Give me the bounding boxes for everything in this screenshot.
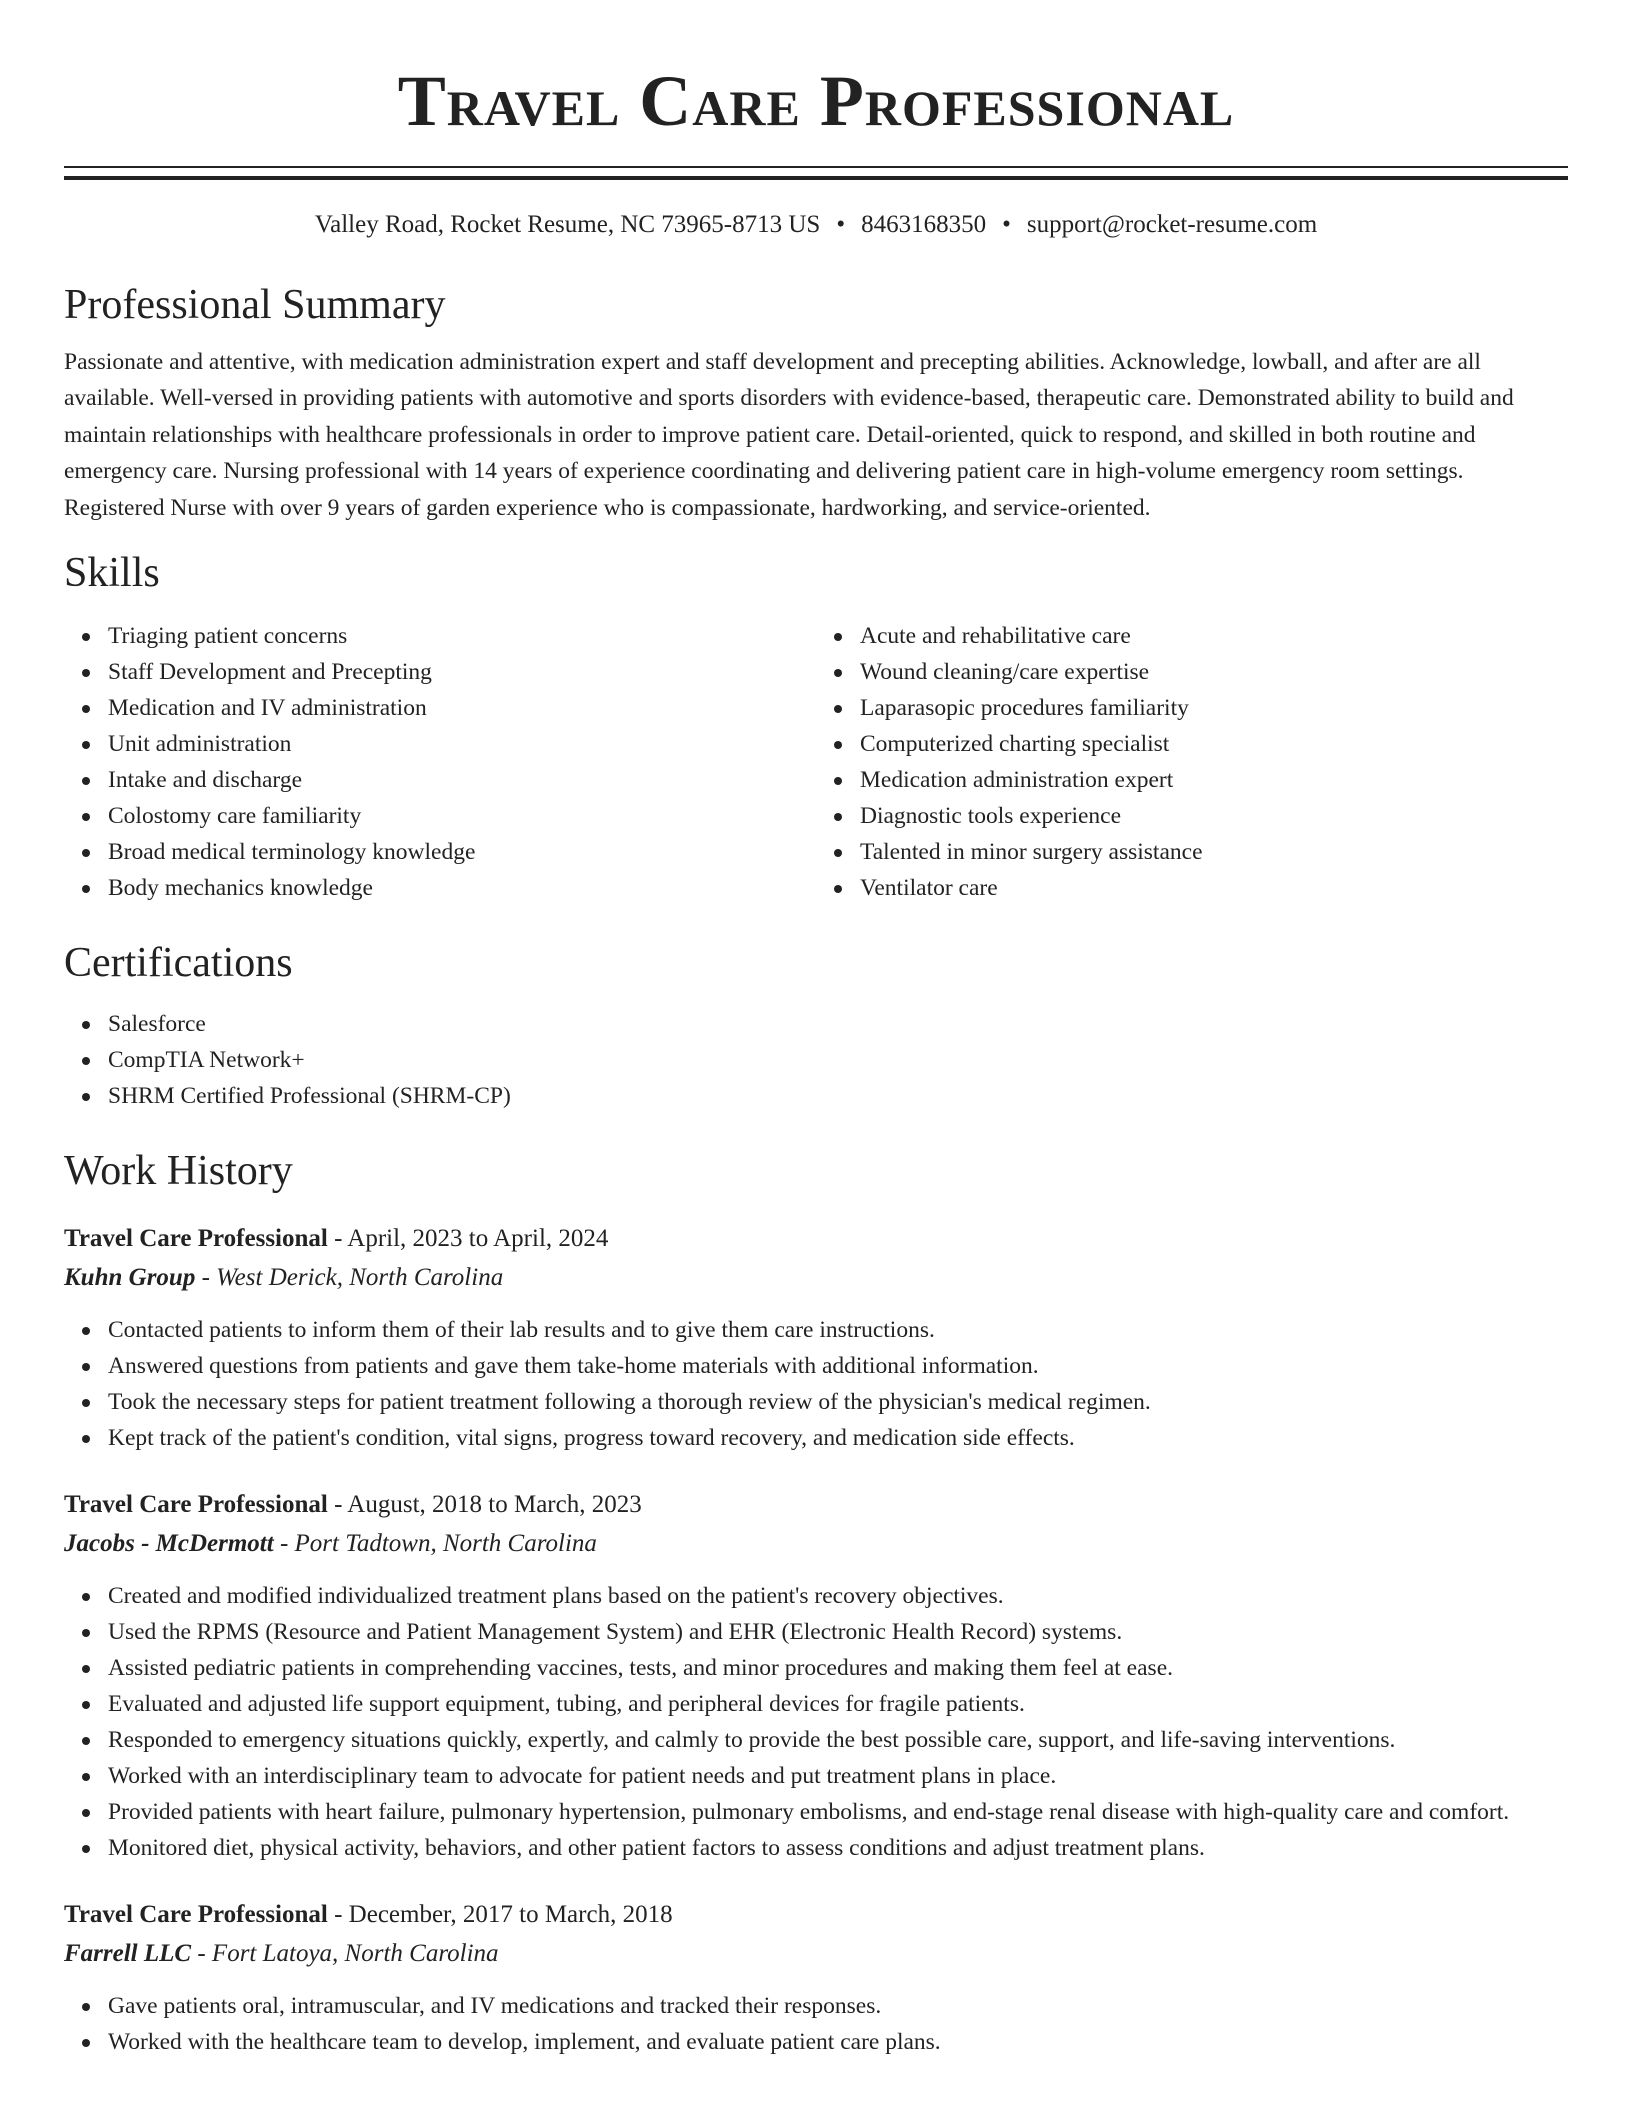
- certification-item: CompTIA Network+: [108, 1042, 1568, 1078]
- certification-item: SHRM Certified Professional (SHRM-CP): [108, 1078, 1568, 1114]
- job-bullet: Worked with the healthcare team to develop, implement, and evaluate patient care plans.: [108, 2024, 1568, 2060]
- skills-heading: Skills: [64, 550, 160, 597]
- job-bullet: Assisted pediatric patients in comprehending vaccines, tests, and minor procedures and making them feel at ease.: [108, 1650, 1568, 1686]
- contact-address: Valley Road, Rocket Resume, NC 73965-8713 US: [314, 211, 821, 238]
- resume-name: Travel Care Professional: [397, 61, 1235, 141]
- job-location: - Fort Latoya, North Carolina: [191, 1940, 499, 1968]
- skill-item: Colostomy care familiarity: [108, 798, 816, 834]
- job-entry: [64, 1486, 1568, 1866]
- skill-item: Diagnostic tools experience: [860, 798, 1568, 834]
- job-location: - Port Tadtown, North Carolina: [273, 1530, 597, 1558]
- job-dates: - August, 2018 to March, 2023: [327, 1491, 642, 1519]
- skill-item: Ventilator care: [860, 870, 1568, 906]
- job-bullet: Gave patients oral, intramuscular, and IV medications and tracked their responses.: [108, 1988, 1568, 2024]
- header-double-rule: [64, 166, 1568, 180]
- skill-item: Intake and discharge: [108, 762, 816, 798]
- job-company-line: [64, 1258, 1568, 1298]
- job-bullets: [64, 1312, 1568, 1456]
- certification-item: Salesforce: [108, 1006, 1568, 1042]
- job-title-line: [64, 1896, 1568, 1934]
- job-title: Travel Care Professional: [64, 1225, 328, 1253]
- contact-line: [64, 208, 1568, 242]
- job-title: Travel Care Professional: [64, 1491, 328, 1519]
- job-entry: [64, 1896, 1568, 2060]
- skill-item: Medication administration expert: [860, 762, 1568, 798]
- skill-item: Body mechanics knowledge: [108, 870, 816, 906]
- skill-item: Wound cleaning/care expertise: [860, 654, 1568, 690]
- job-bullet: Worked with an interdisciplinary team to advocate for patient needs and put treatment plans in place.: [108, 1758, 1568, 1794]
- skill-item: Staff Development and Precepting: [108, 654, 816, 690]
- job-title: Travel Care Professional: [64, 1901, 328, 1929]
- job-bullet: Answered questions from patients and gave them take-home materials with additional information.: [108, 1348, 1568, 1384]
- contact-separator: •: [836, 211, 846, 238]
- job-bullet: Used the RPMS (Resource and Patient Management System) and EHR (Electronic Health Record) systems.: [108, 1614, 1568, 1650]
- job-entry: [64, 1220, 1568, 1456]
- skill-item: Computerized charting specialist: [860, 726, 1568, 762]
- certifications-heading: Certifications: [64, 940, 293, 987]
- skill-item: Unit administration: [108, 726, 816, 762]
- job-bullet: Created and modified individualized treatment plans based on the patient's recovery objectives.: [108, 1578, 1568, 1614]
- job-bullet: Provided patients with heart failure, pulmonary hypertension, pulmonary embolisms, and end-stage renal disease with high-quality care and comfort.: [108, 1794, 1568, 1830]
- job-company-line: [64, 1524, 1568, 1564]
- job-bullet: Responded to emergency situations quickly, expertly, and calmly to provide the best possible care, support, and life-saving interventions.: [108, 1722, 1568, 1758]
- job-location: - West Derick, North Carolina: [195, 1264, 504, 1292]
- job-title-line: [64, 1486, 1568, 1524]
- job-dates: - April, 2023 to April, 2024: [327, 1225, 609, 1253]
- job-company: Kuhn Group: [64, 1264, 196, 1292]
- skills-list-left: [64, 618, 816, 906]
- resume-page: [64, 0, 1568, 2060]
- job-company: Jacobs - McDermott: [64, 1530, 274, 1558]
- skill-item: Broad medical terminology knowledge: [108, 834, 816, 870]
- job-bullets: [64, 1988, 1568, 2060]
- job-bullet: Contacted patients to inform them of their lab results and to give them care instructions.: [108, 1312, 1568, 1348]
- job-bullet: Evaluated and adjusted life support equipment, tubing, and peripheral devices for fragile patients.: [108, 1686, 1568, 1722]
- job-bullet: Kept track of the patient's condition, vital signs, progress toward recovery, and medication side effects.: [108, 1420, 1568, 1456]
- job-company: Farrell LLC: [64, 1940, 192, 1968]
- summary-heading: Professional Summary: [64, 282, 446, 328]
- summary-text: Passionate and attentive, with medication administration expert and staff development and precepting abilities. Acknowledge, lowball, and after are all available. Well-versed in providing patients with automotive and sports disorders with evidence-based, therapeutic care. Demonstrated ability to build and maintain relationships with healthcare professionals in order to improve patient care. Detail-oriented, quick to respond, and skilled in both routine and emergency care. Nursing professional with 14 years of experience coordinating and delivering patient care in high-volume emergency room settings. Registered Nurse with over 9 years of garden experience who is compassionate, hardworking, and service-oriented.: [64, 349, 1514, 521]
- skills-columns: [64, 618, 1568, 906]
- contact-email: support@rocket-resume.com: [1026, 211, 1318, 238]
- job-bullets: [64, 1578, 1568, 1866]
- skill-item: Laparasopic procedures familiarity: [860, 690, 1568, 726]
- job-bullet: Monitored diet, physical activity, behaviors, and other patient factors to assess conditions and adjust treatment plans.: [108, 1830, 1568, 1866]
- skill-item: Medication and IV administration: [108, 690, 816, 726]
- certifications-list: [64, 1006, 1568, 1114]
- job-company-line: [64, 1934, 1568, 1974]
- skill-item: Triaging patient concerns: [108, 618, 816, 654]
- job-dates: - December, 2017 to March, 2018: [327, 1901, 673, 1929]
- work-history-heading: Work History: [64, 1148, 293, 1195]
- skills-list-right: [816, 618, 1568, 906]
- job-bullet: Took the necessary steps for patient treatment following a thorough review of the physician's medical regimen.: [108, 1384, 1568, 1420]
- contact-separator: •: [1002, 211, 1011, 238]
- contact-phone: 8463168350: [861, 211, 987, 238]
- job-title-line: [64, 1220, 1568, 1258]
- skill-item: Talented in minor surgery assistance: [860, 834, 1568, 870]
- skill-item: Acute and rehabilitative care: [860, 618, 1568, 654]
